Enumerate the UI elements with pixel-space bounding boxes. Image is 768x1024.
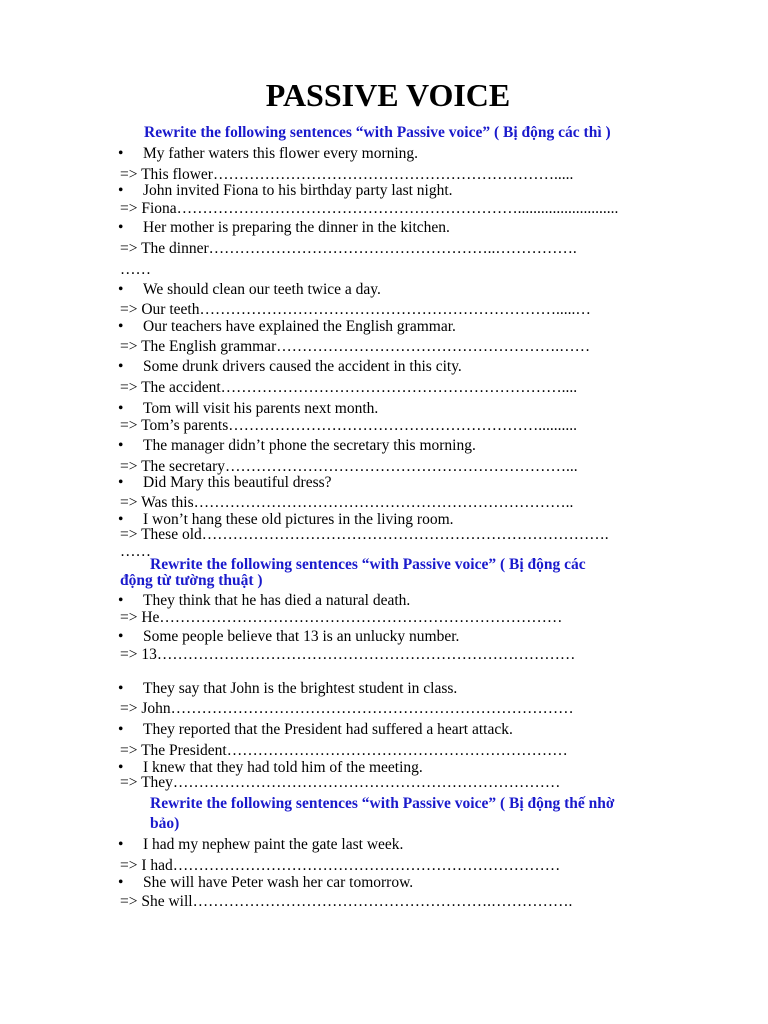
- bullet-sentence: [118, 836, 403, 854]
- sentence-text: Her mother is preparing the dinner in the kitchen.: [143, 219, 450, 236]
- bullet-icon: •: [118, 721, 124, 738]
- bullet-sentence: [118, 318, 456, 336]
- bullet-icon: •: [118, 836, 124, 853]
- answer-line: => This flower………………………………………………………….....: [120, 166, 574, 183]
- answer-line: => These old…………………………………………………………………….: [120, 526, 609, 543]
- bullet-icon: •: [118, 874, 124, 891]
- bullet-sentence: [118, 474, 332, 492]
- page-title: PASSIVE VOICE: [265, 77, 511, 113]
- answer-line: => The English grammar……………………………………………….……: [120, 338, 591, 355]
- section-heading: Rewrite the following sentences “with Passive voice” ( Bị động thế nhờ: [150, 795, 615, 812]
- bullet-sentence: [118, 358, 462, 376]
- bullet-icon: •: [118, 358, 124, 375]
- bullet-sentence: [118, 874, 413, 892]
- sentence-text: My father waters this flower every morning.: [143, 145, 419, 162]
- answer-line: => Our teeth…………………………………………………………….....…: [120, 301, 591, 318]
- bullet-sentence: [118, 680, 457, 698]
- sentence-text: She will have Peter wash her car tomorrow.: [143, 874, 414, 891]
- sentence-text: Did Mary this beautiful dress?: [143, 474, 332, 491]
- answer-line: => The dinner………………………………………………..…………….: [120, 240, 577, 257]
- bullet-sentence: [118, 281, 381, 299]
- answer-line: => The President…………………………………………………………: [120, 742, 568, 759]
- bullet-icon: •: [118, 145, 124, 162]
- bullet-icon: •: [118, 474, 124, 491]
- sentence-text: They think that he has died a natural death.: [143, 592, 411, 609]
- section-heading: Rewrite the following sentences “with Passive voice” ( Bị động các: [150, 556, 586, 573]
- answer-line: => 13………………………………………………………………………: [120, 646, 576, 663]
- section-heading: bảo): [150, 815, 180, 832]
- sentence-text: They say that John is the brightest student in class.: [143, 680, 458, 697]
- bullet-icon: •: [118, 219, 124, 236]
- answer-line: => The secretary…………………………………………………………...: [120, 458, 578, 475]
- bullet-icon: •: [118, 318, 124, 335]
- answer-line: ……: [120, 543, 151, 560]
- answer-line: => Fiona…………………………………………………………..........................: [120, 200, 619, 217]
- sentence-text: We should clean our teeth twice a day.: [143, 281, 381, 298]
- answer-line: => Tom’s parents……………………………………………………..........: [120, 417, 577, 434]
- answer-line: ……: [120, 261, 151, 278]
- answer-line: => I had…………………………………………………………………: [120, 857, 561, 874]
- sentence-text: I won’t hang these old pictures in the living room.: [143, 511, 454, 528]
- bullet-sentence: [118, 628, 459, 646]
- bullet-sentence: [118, 437, 476, 455]
- sentence-text: I had my nephew paint the gate last week.: [143, 836, 404, 853]
- answer-line: => They…………………………………………………………………: [120, 774, 561, 791]
- bullet-sentence: [118, 182, 453, 200]
- bullet-sentence: [118, 145, 418, 163]
- sentence-text: The manager didn’t phone the secretary this morning.: [143, 437, 476, 454]
- sentence-text: Our teachers have explained the English grammar.: [143, 318, 456, 335]
- bullet-icon: •: [118, 400, 124, 417]
- bullet-icon: •: [118, 680, 124, 697]
- bullet-icon: •: [118, 759, 124, 776]
- answer-line: => She will………………………………………………….…………….: [120, 893, 573, 910]
- bullet-icon: •: [118, 628, 124, 645]
- bullet-sentence: [118, 592, 410, 610]
- bullet-sentence: [118, 219, 450, 237]
- answer-line: => Was this………………………………………………………………..: [120, 494, 574, 511]
- bullet-sentence: [118, 721, 513, 739]
- sentence-text: John invited Fiona to his birthday party last night.: [143, 182, 453, 199]
- sentence-text: I knew that they had told him of the meeting.: [143, 759, 423, 776]
- answer-line: => He……………………………………………………………………: [120, 609, 563, 626]
- answer-line: => John……………………………………………………………………: [120, 700, 574, 717]
- bullet-icon: •: [118, 182, 124, 199]
- answer-line: => The accident…………………………………………………………....: [120, 379, 578, 396]
- sentence-text: They reported that the President had suffered a heart attack.: [143, 721, 513, 738]
- bullet-icon: •: [118, 281, 124, 298]
- sentence-text: Tom will visit his parents next month.: [143, 400, 379, 417]
- sentence-text: Some people believe that 13 is an unlucky number.: [143, 628, 460, 645]
- bullet-sentence: [118, 400, 378, 418]
- sentence-text: Some drunk drivers caused the accident in this city.: [143, 358, 462, 375]
- section-heading: động từ tường thuật ): [120, 572, 263, 589]
- bullet-icon: •: [118, 511, 124, 528]
- section-heading: Rewrite the following sentences “with Passive voice” ( Bị động các thì ): [144, 124, 611, 141]
- bullet-icon: •: [118, 437, 124, 454]
- bullet-icon: •: [118, 592, 124, 609]
